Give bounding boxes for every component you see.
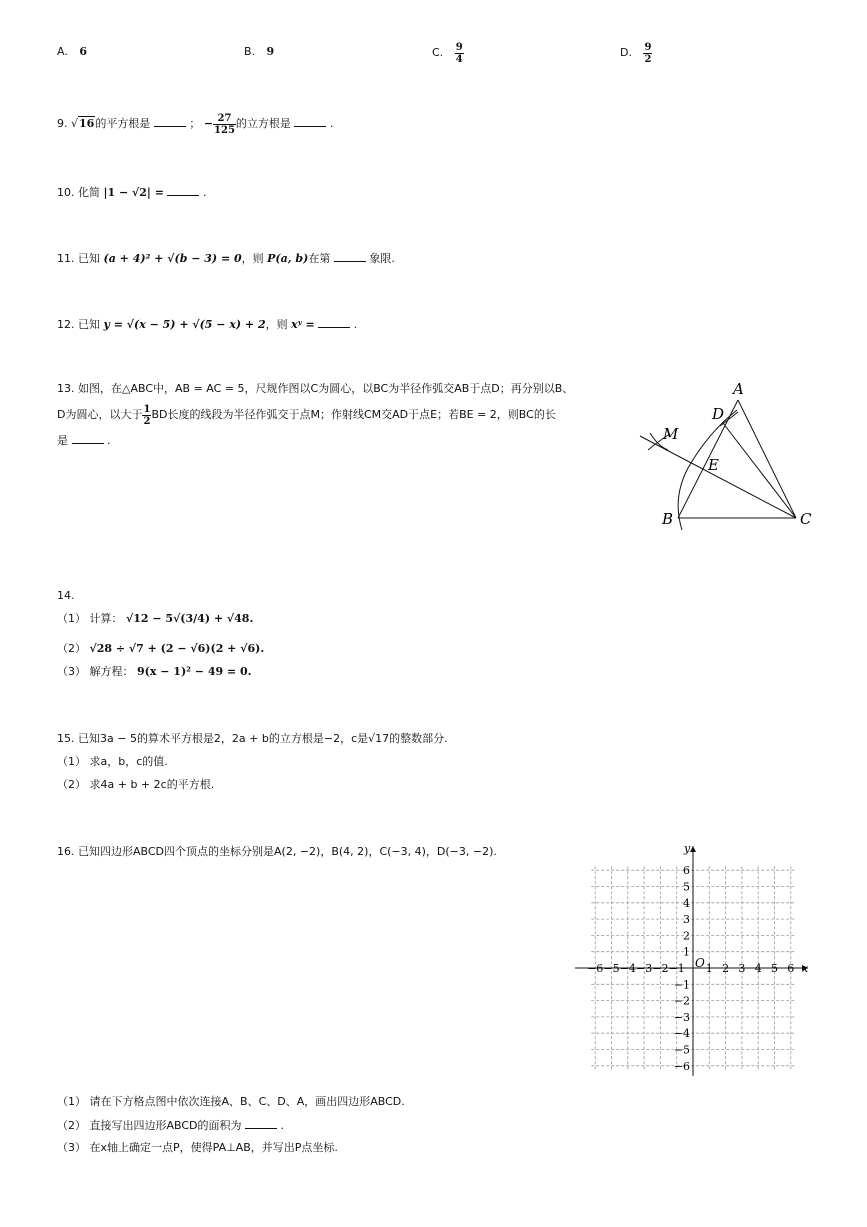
label-b: B <box>662 510 674 528</box>
y-tick-label: −3 <box>673 1010 690 1024</box>
coordinate-grid <box>570 842 815 1082</box>
question-15: 15. 已知3a − 5的算术平方根是2，2a + b的立方根是−2，c是√17的整数部分. <box>57 732 448 745</box>
y-tick-label: −5 <box>673 1043 690 1057</box>
label-c: C <box>800 510 812 528</box>
expression: (a + 4)² + √(b − 3) = 0 <box>103 252 242 265</box>
question-13-line-2: D为圆心，以大于 $\frac{1}{2}$ BD长度的线段为半径作弧交于点M；作射线CM交AD于点E；若BE = 2，则BC的长 <box>57 403 556 427</box>
y-tick-label: −6 <box>673 1059 690 1073</box>
y-axis-label: y <box>684 842 691 855</box>
answer-blank <box>245 1118 277 1129</box>
expression: 9(x − 1)² − 49 = 0. <box>137 665 252 678</box>
x-tick-label: 4 <box>754 962 762 975</box>
q8-option-c: C. $\frac{9}{4}$ <box>432 41 463 65</box>
fraction: $\frac{9}{4}$ <box>455 41 463 65</box>
x-tick-label: −5 <box>603 962 620 975</box>
question-14-part-2: （2） √28 ÷ √7 + (2 − √6)(2 + √6). <box>57 642 265 655</box>
question-12: 12. 已知 y = √(x − 5) + √(5 − x) + 2，则 xʸ = . <box>57 318 358 331</box>
x-tick-label: −2 <box>652 962 669 975</box>
y-tick-label: 4 <box>683 896 690 910</box>
question-9: 9. √16的平方根是 ； − $\frac{27}{125}$ 的立方根是 . <box>57 112 334 136</box>
q8-option-a: A. 6 <box>57 45 87 58</box>
answer-blank <box>154 116 186 127</box>
fraction: $\frac{27}{125}$ <box>214 112 235 136</box>
question-14-part-3: （3） 解方程： 9(x − 1)² − 49 = 0. <box>57 665 252 678</box>
origin-label: O <box>695 956 705 970</box>
question-15-part-1: （1） 求a，b，c的值. <box>57 755 168 768</box>
question-10: 10. 化简 |1 − √2| = . <box>57 186 207 199</box>
x-tick-label: −3 <box>635 962 653 975</box>
expression: y = √(x − 5) + √(5 − x) + 2 <box>103 318 266 331</box>
x-axis-label: x <box>802 962 809 975</box>
q8-option-d: D. $\frac{9}{2}$ <box>620 41 652 65</box>
x-tick-label: 5 <box>771 962 778 975</box>
expression: |1 − √2| = <box>103 186 164 199</box>
y-tick-label: −1 <box>673 978 690 992</box>
question-15-part-2: （2） 求4a + b + 2c的平方根. <box>57 778 215 791</box>
y-tick-label: 3 <box>683 913 690 927</box>
question-16: 16. 已知四边形ABCD四个顶点的坐标分别是A(2, −2)，B(4, 2)，C(−3, 4)，D(−3, −2). <box>57 845 497 858</box>
y-tick-label: 5 <box>683 880 690 894</box>
x-tick-label: −6 <box>587 962 604 975</box>
fraction: $\frac{9}{2}$ <box>644 41 652 65</box>
label-a: A <box>733 380 744 398</box>
x-tick-label: 3 <box>738 962 746 975</box>
segment-ac <box>738 400 796 518</box>
answer-blank <box>72 433 104 444</box>
question-11: 11. 已知 (a + 4)² + √(b − 3) = 0，则 P(a, b)在第 象限. <box>57 252 395 265</box>
label-d: D <box>712 405 725 423</box>
expression: √28 ÷ √7 + (2 − √6)(2 + √6). <box>89 642 265 655</box>
answer-blank <box>334 251 366 262</box>
question-16-part-1: （1） 请在下方格点图中依次连接A、B、C、D、A，画出四边形ABCD. <box>57 1095 405 1108</box>
y-tick-label: −2 <box>673 994 690 1008</box>
question-16-part-2: （2） 直接写出四边形ABCD的面积为 . <box>57 1119 285 1132</box>
x-tick-label: 2 <box>722 962 730 975</box>
question-16-part-3: （3） 在x轴上确定一点P，使得PA⊥AB，并写出P点坐标. <box>57 1141 338 1154</box>
question-13-line-3: 是 . <box>57 434 111 447</box>
x-tick-label: −1 <box>668 962 685 975</box>
y-tick-label: 6 <box>683 864 690 878</box>
segment-cd <box>723 423 796 518</box>
question-13-line-1: 13. 如图，在△ABC中，AB = AC = 5，尺规作图以C为圆心，以BC为半径作弧交AB于点D；再分别以B、 <box>57 382 574 395</box>
x-tick-label: 6 <box>787 962 795 975</box>
label-m: M <box>663 425 679 443</box>
sqrt: √16 <box>71 117 95 130</box>
question-14-part-1: （1） 计算： √12 − 5√(3/4) + √48. <box>57 612 254 625</box>
answer-blank <box>167 185 199 196</box>
x-tick-label: −4 <box>619 962 636 975</box>
y-tick-label: −4 <box>673 1027 690 1041</box>
question-14-number: 14. <box>57 589 75 602</box>
triangle-figure <box>630 378 820 538</box>
y-axis-arrow <box>690 846 696 852</box>
label-e: E <box>708 456 719 474</box>
expression: √12 − 5√(3/4) + √48. <box>126 612 254 625</box>
q8-option-b: B. 9 <box>244 45 275 58</box>
y-tick-label: 2 <box>683 929 690 943</box>
fraction: $\frac{1}{2}$ <box>143 403 151 427</box>
answer-blank <box>294 116 326 127</box>
y-tick-label: 1 <box>683 945 690 959</box>
x-tick-label: 1 <box>705 962 713 975</box>
ray-cm <box>640 436 796 518</box>
answer-blank <box>318 317 350 328</box>
